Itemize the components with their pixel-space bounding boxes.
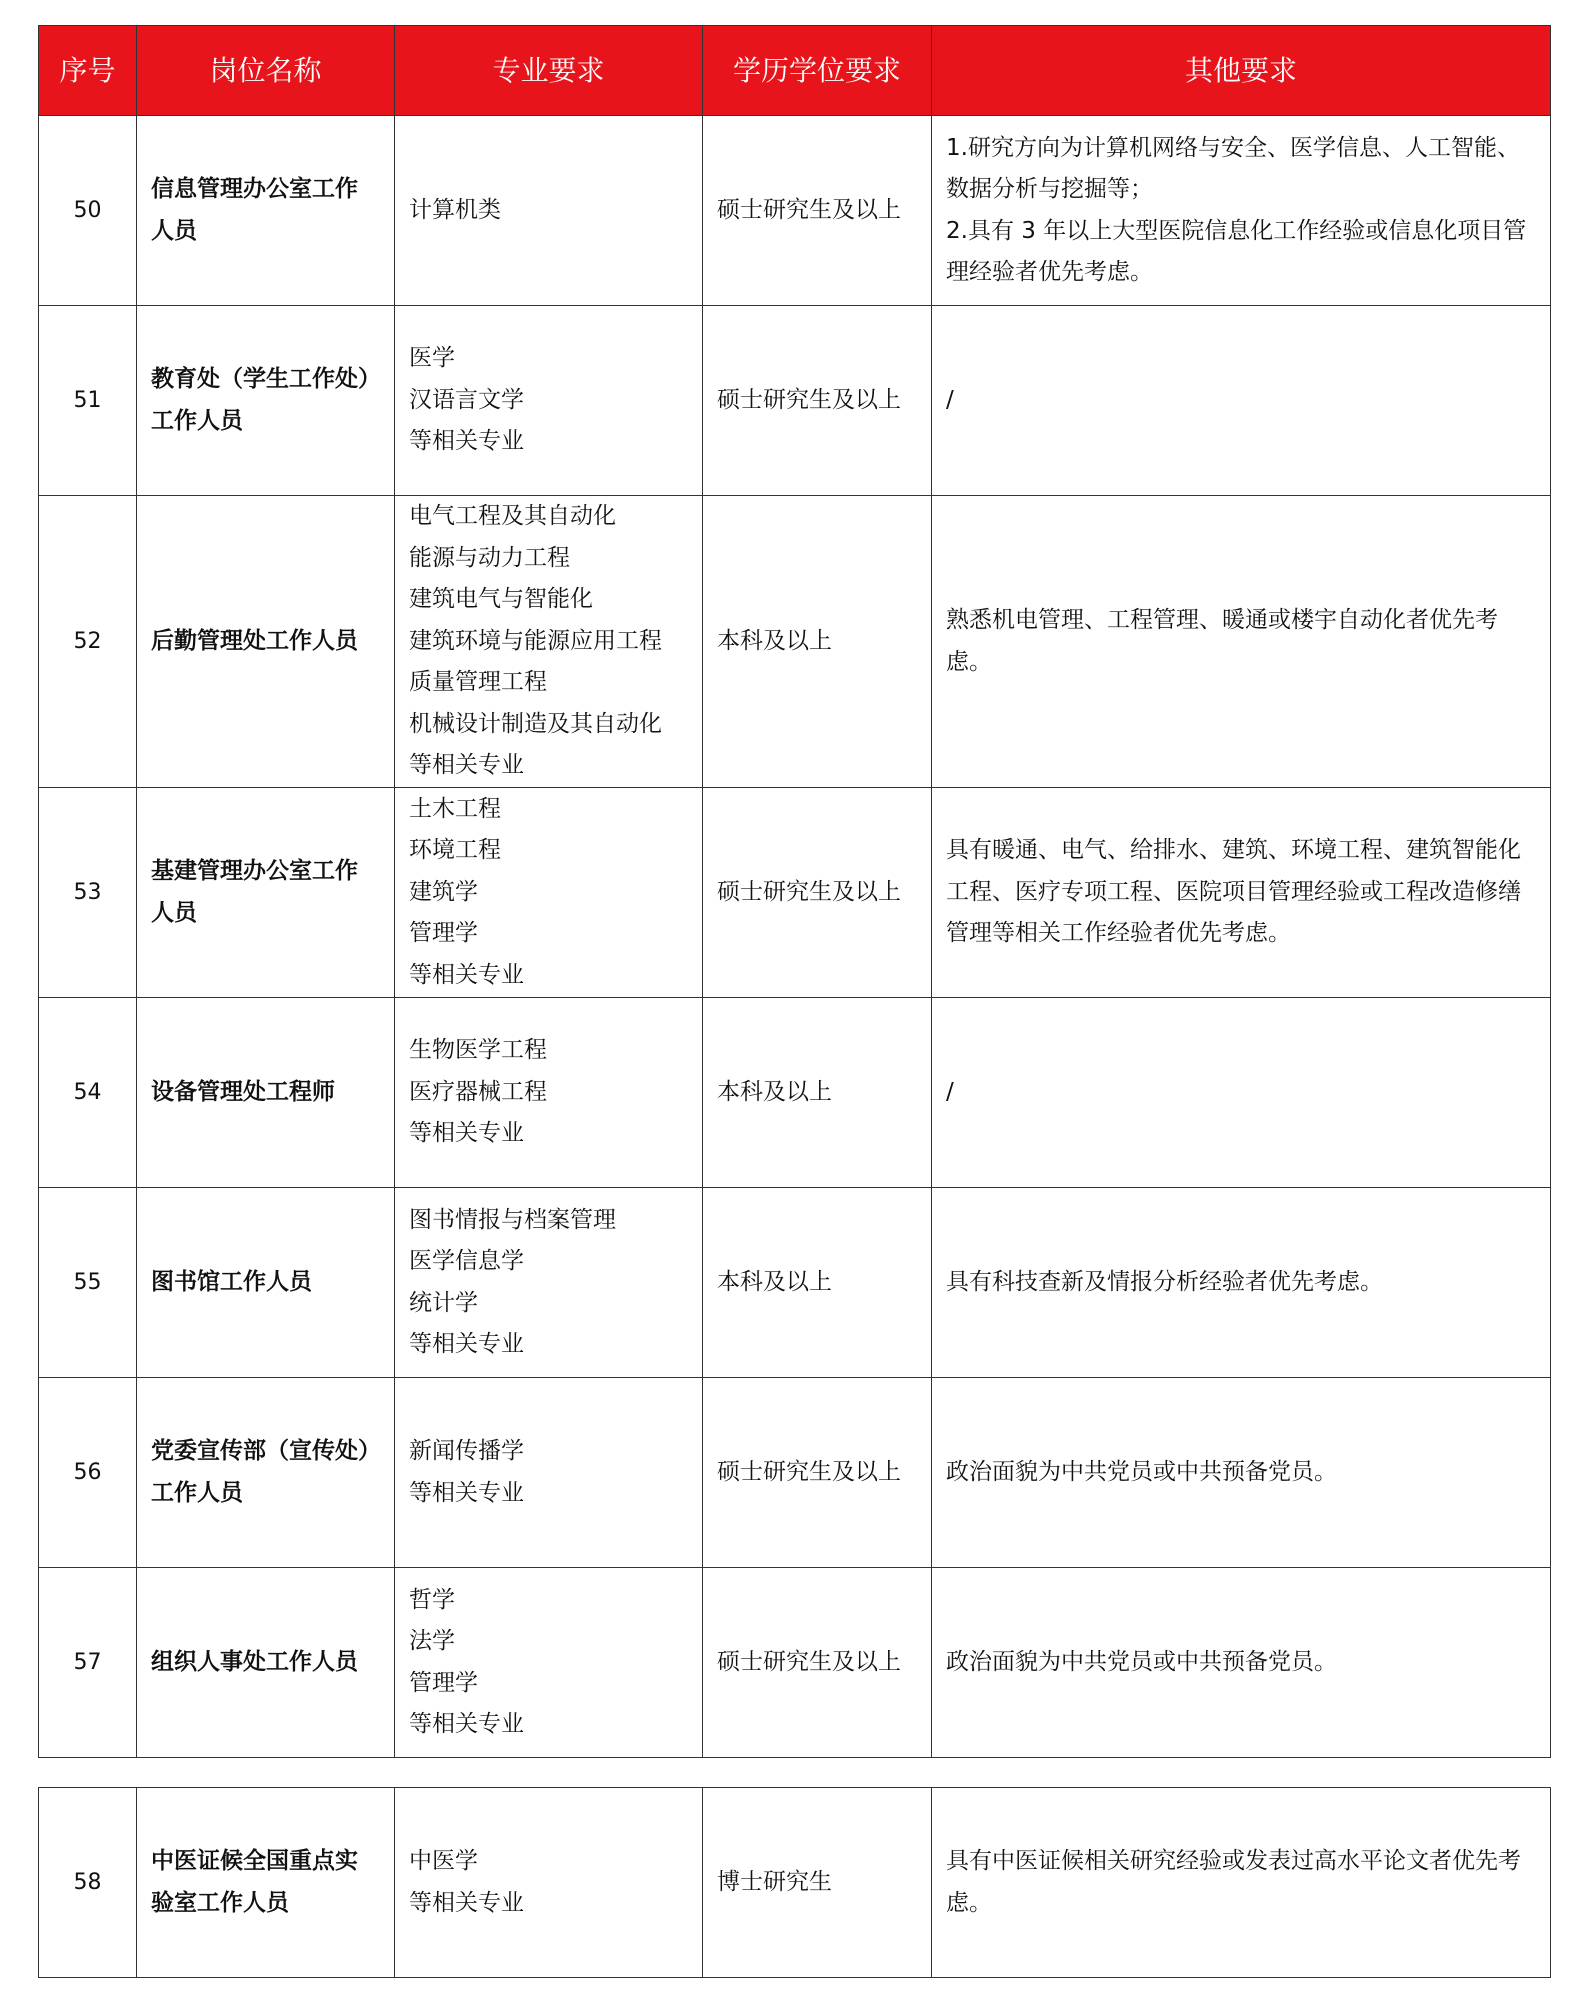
major-item: 质量管理工程 [409,669,547,696]
row-number: 55 [39,1188,137,1378]
header-position: 岗位名称 [137,26,395,116]
row-number: 54 [39,998,137,1188]
degree-requirement: 本科及以上 [703,1188,932,1378]
major-item: 等相关专业 [409,752,524,779]
major-item: 计算机类 [409,196,501,223]
other-requirement-item: / [946,1078,954,1105]
other-requirement-item: 具有科技查新及情报分析经验者优先考虑。 [946,1268,1383,1295]
table-row [39,116,1551,306]
header-degree: 学历学位要求 [703,26,932,116]
major-item: 统计学 [409,1289,478,1316]
major-item: 能源与动力工程 [409,544,570,571]
major-item: 等相关专业 [409,1889,524,1916]
table-row [39,1788,1551,1978]
table-row [39,496,1551,788]
other-requirements [932,1188,1551,1378]
row-number: 57 [39,1568,137,1758]
major-requirements [395,496,703,788]
other-requirements [932,788,1551,998]
position-name: 中医证候全国重点实验室工作人员 [137,1788,395,1978]
major-item: 管理学 [409,1669,478,1696]
degree-requirement: 本科及以上 [703,998,932,1188]
major-item: 生物医学工程 [409,1037,547,1064]
position-name: 图书馆工作人员 [137,1188,395,1378]
major-item: 建筑环境与能源应用工程 [409,627,662,654]
position-name: 基建管理办公室工作人员 [137,788,395,998]
row-number: 52 [39,496,137,788]
other-requirements [932,1788,1551,1978]
major-item: 图书情报与档案管理 [409,1206,616,1233]
major-item: 医疗器械工程 [409,1078,547,1105]
major-item: 建筑学 [409,878,478,905]
degree-requirement: 硕士研究生及以上 [703,116,932,306]
major-requirements [395,998,703,1188]
other-requirements [932,306,1551,496]
major-item: 新闻传播学 [409,1438,524,1464]
major-item: 土木工程 [409,795,501,822]
major-item: 机械设计制造及其自动化 [409,710,662,737]
other-requirement-item: 1.研究方向为计算机网络与安全、医学信息、人工智能、数据分析与挖掘等； [946,134,1520,202]
degree-requirement: 本科及以上 [703,496,932,788]
major-item: 建筑电气与智能化 [409,586,593,613]
degree-requirement: 硕士研究生及以上 [703,306,932,496]
other-requirements [932,998,1551,1188]
row-number: 56 [39,1378,137,1568]
major-item: 医学信息学 [409,1248,524,1274]
header-other: 其他要求 [932,26,1551,116]
major-item: 管理学 [409,920,478,947]
header-major: 专业要求 [395,26,703,116]
major-item: 电气工程及其自动化 [409,503,616,530]
table-row [39,1188,1551,1378]
other-requirement-item: 熟悉机电管理、工程管理、暖通或楼宇自动化者优先考虑。 [946,607,1498,675]
degree-requirement: 博士研究生 [703,1788,932,1978]
major-item: 中医学 [409,1848,478,1874]
major-requirements [395,306,703,496]
major-requirements [395,1788,703,1978]
major-item: 哲学 [409,1586,455,1613]
other-requirements [932,1378,1551,1568]
degree-requirement: 硕士研究生及以上 [703,1568,932,1758]
major-item: 医学 [409,345,455,372]
other-requirements [932,1568,1551,1758]
table-row [39,1378,1551,1568]
major-item: 等相关专业 [409,1711,524,1737]
job-table-continued [38,1787,1551,1978]
major-item: 等相关专业 [409,961,524,988]
other-requirement-item: 具有中医证候相关研究经验或发表过高水平论文者优先考虑。 [946,1848,1521,1916]
position-name: 信息管理办公室工作人员 [137,116,395,306]
job-table [38,25,1551,1758]
table-row [39,998,1551,1188]
row-number: 58 [39,1788,137,1978]
degree-requirement: 硕士研究生及以上 [703,788,932,998]
position-name: 教育处（学生工作处）工作人员 [137,306,395,496]
table-row [39,788,1551,998]
header-no: 序号 [39,26,137,116]
major-item: 等相关专业 [409,428,524,455]
major-requirements [395,1188,703,1378]
other-requirement-item: 政治面貌为中共党员或中共预备党员。 [946,1458,1337,1485]
major-item: 等相关专业 [409,1120,524,1147]
major-item: 法学 [409,1628,455,1654]
other-requirement-item: 政治面貌为中共党员或中共预备党员。 [946,1648,1337,1675]
major-requirements [395,116,703,306]
major-requirements [395,1378,703,1568]
table-row [39,1568,1551,1758]
table-header-row [39,26,1551,116]
degree-requirement: 硕士研究生及以上 [703,1378,932,1568]
position-name: 组织人事处工作人员 [137,1568,395,1758]
table-row [39,306,1551,496]
other-requirement-item: / [946,386,954,413]
major-item: 等相关专业 [409,1331,524,1357]
row-number: 53 [39,788,137,998]
major-item: 汉语言文学 [409,386,524,413]
position-name: 后勤管理处工作人员 [137,496,395,788]
other-requirement-item: 具有暖通、电气、给排水、建筑、环境工程、建筑智能化工程、医疗专项工程、医院项目管理经验或工程改造修缮管理等相关工作经验者优先考虑。 [946,837,1521,947]
other-requirements [932,116,1551,306]
major-item: 等相关专业 [409,1479,524,1506]
other-requirements [932,496,1551,788]
position-name: 党委宣传部（宣传处）工作人员 [137,1378,395,1568]
position-name: 设备管理处工程师 [137,998,395,1188]
major-requirements [395,788,703,998]
row-number: 50 [39,116,137,306]
major-requirements [395,1568,703,1758]
major-item: 环境工程 [409,837,501,864]
other-requirement-item: 2.具有 3 年以上大型医院信息化工作经验或信息化项目管理经验者优先考虑。 [946,217,1527,285]
row-number: 51 [39,306,137,496]
